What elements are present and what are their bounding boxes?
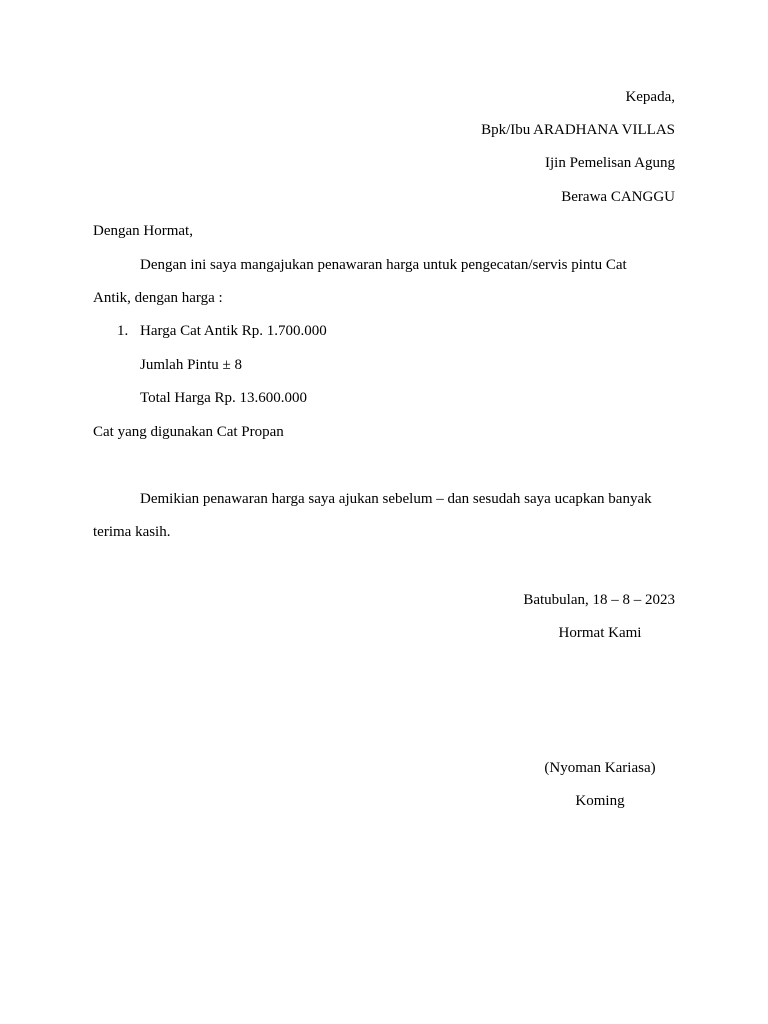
recipient-greeting: Kepada,: [625, 89, 675, 105]
recipient-name: Bpk/Ibu ARADHANA VILLAS: [481, 122, 675, 138]
recipient-address-1: Ijin Pemelisan Agung: [545, 155, 675, 171]
regards: Hormat Kami: [558, 625, 642, 641]
intro-line-1: Dengan ini saya mangajukan penawaran harga untuk pengecatan/servis pintu Cat: [140, 257, 627, 273]
recipient-address-2: Berawa CANGGU: [561, 189, 675, 205]
date-place: Batubulan, 18 – 8 – 2023: [523, 592, 675, 608]
closing-line-2: terima kasih.: [93, 524, 171, 540]
closing-line-1: Demikian penawaran harga saya ajukan sebelum – dan sesudah saya ucapkan banyak: [140, 491, 652, 507]
signer-name: (Nyoman Kariasa): [544, 760, 656, 776]
list-number: 1.: [117, 323, 129, 339]
list-item-quantity: Jumlah Pintu ± 8: [140, 357, 242, 373]
salutation: Dengan Hormat,: [93, 223, 193, 239]
list-item-price: Harga Cat Antik Rp. 1.700.000: [140, 323, 327, 339]
list-item-total: Total Harga Rp. 13.600.000: [140, 390, 307, 406]
paint-note: Cat yang digunakan Cat Propan: [93, 424, 284, 440]
signer-nickname: Koming: [575, 793, 625, 809]
intro-line-2: Antik, dengan harga :: [93, 290, 223, 306]
